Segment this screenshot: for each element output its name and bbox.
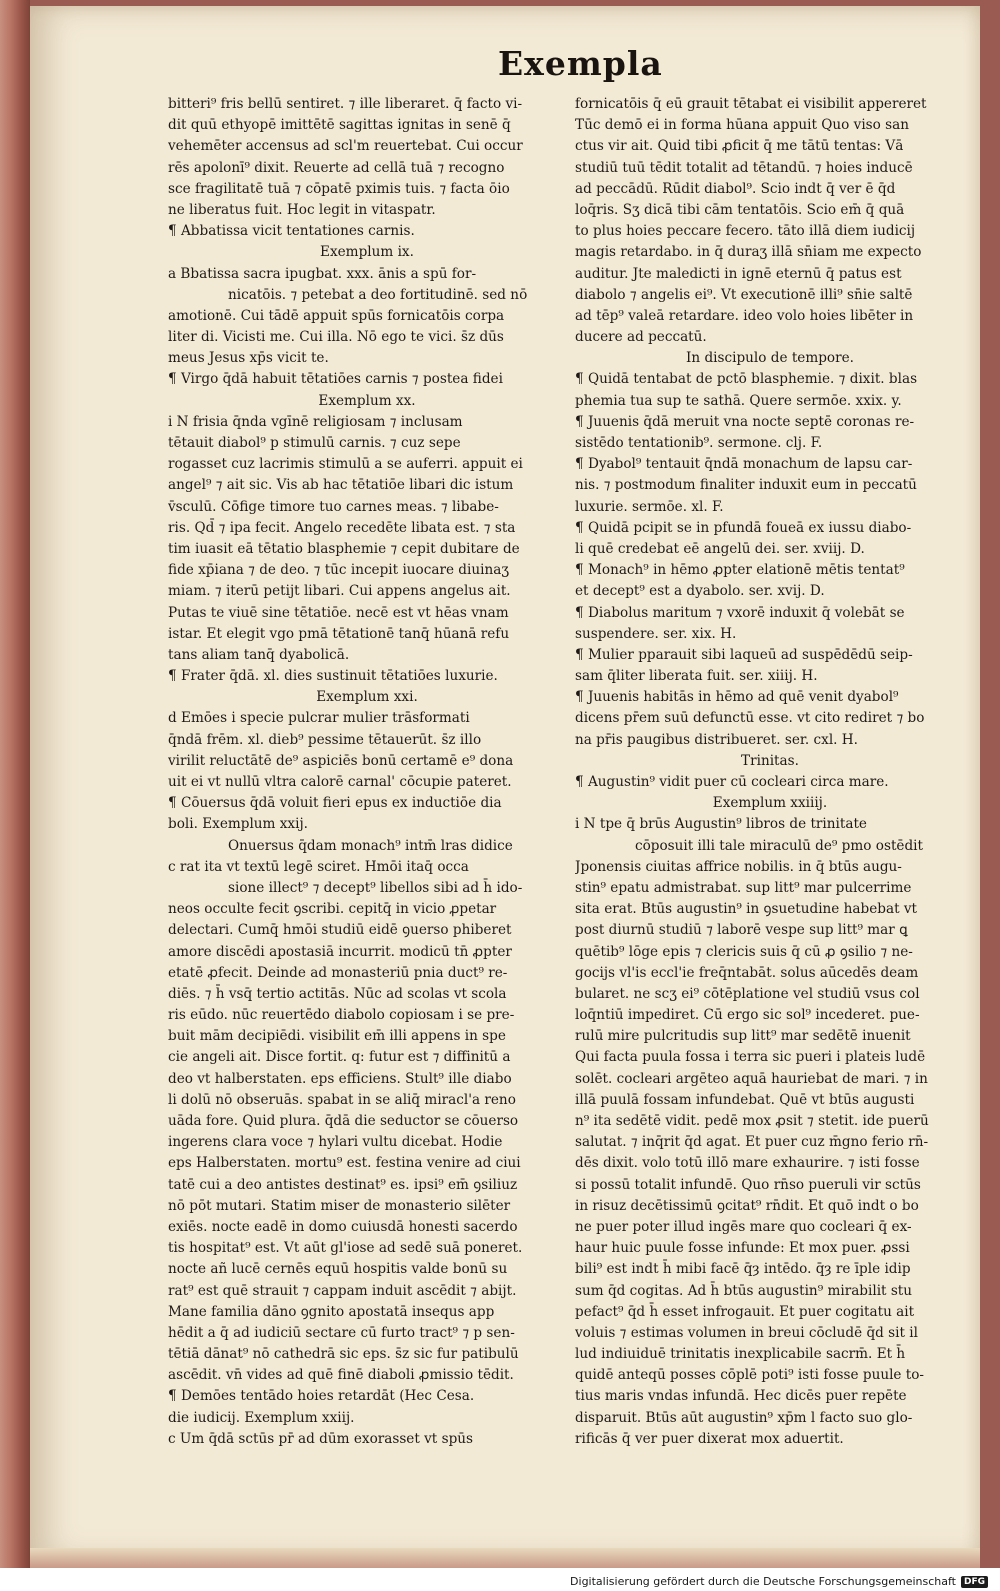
text-line: amore discēdi apostasiā incurrit. modicū tn̄ ꝓpter	[168, 943, 512, 960]
text-line: haur huic puule fosse infunde: Et mox puer. ꝓssi	[575, 1240, 910, 1257]
text-line: ascēdit. vn̄ vides ad quē finē diaboli ꝓmissio tēdit.	[168, 1367, 514, 1384]
text-line: tētauit diabol⁹ p stimulū carnis. ⁊ cuz sepe	[168, 435, 461, 451]
text-line: ¶ Juuenis habitās in hēmo ad quē venit dyabol⁹	[575, 689, 899, 706]
text-line: illā puulā fossam infundebat. Quē vt btūs augusti	[575, 1091, 915, 1108]
text-line: i N frisia q̄nda vgīnē religiosam ⁊ inclusam	[168, 413, 463, 430]
text-line: n⁹ ita sedētē vidit. pedē mox ꝓsit ⁊ stetit. ide puerū	[575, 1113, 929, 1129]
text-line: ¶ Abbatissa vicit tentationes carnis.	[168, 223, 415, 240]
text-line: ne liberatus fuit. Hoc legit in vitaspatr.	[168, 201, 436, 218]
left-text-column	[168, 94, 566, 1450]
text-line: ducere ad peccatū.	[575, 329, 707, 346]
text-line: hēdit a q̄ ad iudiciū sectare cū furto tract⁹ ⁊ p sen-	[168, 1324, 515, 1341]
text-line: boli. Exemplum xxij.	[168, 816, 308, 833]
text-line: angel⁹ ⁊ ait sic. Vis ab hac tētatiōe libari dic istum	[168, 477, 514, 494]
text-line: studiū tuū tēdit totalit ad tētandū. ⁊ hoies inducē	[575, 159, 913, 176]
text-line: nocte añ lucē cernēs equū hospitis valde bonū su	[168, 1261, 508, 1278]
text-line: ris eūdo. nūc reuertēdo diabolo copiosam i se pre-	[168, 1007, 515, 1024]
text-line: rat⁹ est quē strauit ⁊ cappam induit ascēdit ⁊ abijt.	[168, 1282, 517, 1299]
text-line: Exemplum xxiiij.	[712, 795, 828, 812]
text-line: Exemplum xxi.	[316, 689, 418, 706]
text-line: v̄sculū. Cōfige timore tuo carnes meas. ⁊ libabe-	[168, 498, 499, 515]
text-line: auditur. Jte maledicti in ignē eternū q̄ patus est	[575, 265, 902, 282]
text-line: na pr̄is paugibus distribueret. ser. cxl. H.	[575, 731, 858, 748]
text-line: ¶ Cōuersus q̄dā voluit fieri epus ex inductiōe dia	[168, 795, 502, 812]
footer-credit: Digitalisierung gefördert durch die Deutsche Forschungsgemeinschaft	[570, 1575, 956, 1588]
text-line: fornicatōis q̄ eū grauit tētabat ei visibilit appereret	[575, 96, 927, 112]
text-line: salutat. ⁊ inq̄rit q̄d agat. Et puer cuz m̄gno ferio rn̄-	[575, 1134, 929, 1151]
text-line: ¶ Quidā pcipit se in pfundā foueā ex iussu diabo-	[575, 519, 912, 536]
text-line: ¶ Virgo q̄dā habuit tētatiōes carnis ⁊ postea fidei	[168, 371, 503, 388]
text-line: si possū totalit infundē. Quo rn̄so pueruli vir sctūs	[575, 1176, 921, 1193]
text-line: ¶ Juuenis q̄dā meruit vna nocte septē coronas re-	[575, 413, 915, 430]
text-line: nō pōt mutari. Statim miser de monasterio silēter	[168, 1197, 511, 1214]
text-line: cōposuit illi tale miraculū de⁹ pmo ostēdit	[635, 837, 923, 854]
text-line: uāda fore. Quid plura. q̄dā die seductor se cōuerso	[168, 1113, 519, 1129]
text-line: Tūc demō ei in forma hūana appuit Quo viso san	[575, 117, 910, 134]
text-line: sce fragilitatē tuā ⁊ cōpatē pximis tuis. ⁊ facta ōio	[168, 180, 510, 197]
text-line: tans aliam tanq̄ dyabolicā.	[168, 646, 350, 663]
text-line: suspendere. ser. xix. H.	[575, 625, 737, 642]
text-line: c Um q̄dā sctūs pr̄ ad dūm exorasset vt spūs	[168, 1430, 474, 1447]
text-line: Mane familia dāno ꝯgnito apostatā insequs app	[168, 1303, 495, 1320]
text-line: solēt. cocleari argēteo aquā hauriebat de mari. ⁊ in	[575, 1070, 928, 1087]
text-line: luxurie. sermōe. xl. F.	[575, 498, 724, 515]
text-line: nicatōis. ⁊ petebat a deo fortitudinē. sed nō	[228, 286, 528, 303]
text-line: i N tpe q̄ brūs Augustin⁹ libros de trinitate	[575, 816, 867, 833]
text-line: In discipulo de tempore.	[686, 350, 854, 367]
text-line: neos occulte fecit ꝯscribi. cepitq̄ in vicio ꝓpetar	[168, 901, 497, 918]
text-line: sistēdo tentationib⁹. sermone. clj. F.	[575, 435, 823, 451]
text-line: dit quū ethyopē imittētē sagittas ignitas in senē q̄	[168, 117, 511, 134]
text-line: fide xp̄iana ⁊ de deo. ⁊ tūc incepit iuocare diuinaʒ	[168, 562, 509, 579]
text-line: q̄ndā frēm. xl. dieb⁹ pessime tētauerūt. s̄z illo	[168, 731, 482, 748]
text-line: bitteri⁹ fris bellū sentiret. ⁊ ille liberaret. q̄ facto vi-	[168, 96, 523, 112]
text-line: Onuersus q̄dam monach⁹ intm̄ lras didice	[228, 837, 513, 854]
text-line: rificās q̄ ver puer dixerat mox aduertit.	[575, 1430, 844, 1447]
text-line: cie angeli ait. Disce fortit. q: futur est ⁊ diffinitū a	[168, 1049, 511, 1066]
text-line: in risuz decētissimū ꝯcitat⁹ rn̄dit. Et quō indt o bo	[575, 1197, 919, 1214]
text-line: ¶ Diabolus maritum ⁊ vxorē induxit q̄ volebāt se	[575, 604, 905, 621]
text-line: dēs dixit. volo totū illō mare exhaurire. ⁊ isti fosse	[575, 1155, 920, 1172]
text-line: virilit reluctātē de⁹ aspiciēs bonū certamē e⁹ dona	[168, 752, 514, 769]
text-line: a Bbatissa sacra ipugbat. xxx. ānis a spū for-	[168, 265, 477, 282]
text-line: d Emōes i specie pulcrar mulier trāsformati	[168, 710, 470, 727]
text-line: tis hospitat⁹ est. Vt aūt gl'iose ad sedē suā poneret.	[168, 1240, 523, 1257]
text-line: Jponensis ciuitas affrice nobilis. in q̄ btūs augu-	[575, 858, 902, 875]
text-line: deo vt halberstaten. eps efficiens. Stult⁹ ille diabo	[168, 1070, 512, 1087]
text-line: pefact⁹ q̄d h̄ esset infrogauit. Et puer cogitatu ait	[575, 1303, 915, 1320]
text-line: stin⁹ epatu admistrabat. sup litt⁹ mar pulcerrime	[575, 879, 912, 896]
text-line: tim iuasit eā tētatio blasphemie ⁊ cepit dubitare de	[168, 540, 520, 557]
footer	[570, 1575, 988, 1588]
text-line: diabolo ⁊ angelis ei⁹. Vt executionē illi⁹ sn̄ie saltē	[575, 286, 913, 303]
text-line: ¶ Augustin⁹ vidit puer cū cocleari circa mare.	[575, 774, 889, 790]
text-line: li quē credebat eē angelū dei. ser. xviij. D.	[575, 540, 865, 557]
text-line: post diurnū studiū ⁊ laborē vespe sup litt⁹ mar ꝗ	[575, 922, 908, 939]
text-line: bili⁹ est indt h̄ mibi facē q̄ȝ intēdo. q̄ȝ re īple idip	[575, 1261, 911, 1278]
text-line: sione illect⁹ ⁊ decept⁹ libellos sibi ad h̄ ido-	[228, 879, 523, 896]
text-line: sita erat. Btūs augustin⁹ in ꝯsuetudine habebat vt	[575, 901, 918, 918]
text-line: delectari. Cumq̄ hmōi studiū eidē ꝯuerso phiberet	[168, 922, 512, 939]
text-line: c rat ita vt textū legē sciret. Hmōi itaq̄ occa	[168, 858, 469, 875]
text-line: eps Halberstaten. mortu⁹ est. festina venire ad ciui	[168, 1155, 521, 1172]
text-line: ¶ Monach⁹ in hēmo ꝓpter elationē mētis tentat⁹	[575, 562, 905, 579]
text-line: rulū mire pulcritudis sup litt⁹ mar sedētē inuenit	[575, 1028, 911, 1045]
text-line: uit ei vt nullū vltra calorē carnal' cōcupie pateret.	[168, 774, 512, 790]
text-line: ¶ Frater q̄dā. xl. dies sustinuit tētatiōes luxurie.	[168, 668, 498, 685]
text-line: gocijs vl'is eccl'ie freq̄ntabāt. solus aūcedēs deam	[575, 964, 919, 981]
text-line: disparuit. Btūs aūt augustin⁹ xp̄m l facto suo glo-	[575, 1409, 913, 1426]
text-line: sum q̄d cogitas. Ad h̄ btūs augustin⁹ mirabilit stu	[575, 1282, 913, 1299]
text-line: istar. Et elegit vgo pmā tētationē tanq̄ hūanā refu	[168, 625, 510, 642]
text-line: Trinitas.	[741, 752, 799, 769]
text-line: ¶ Dyabol⁹ tentauit q̄ndā monachum de lapsu car-	[575, 456, 913, 473]
text-line: meus Jesus xp̄s vicit te.	[168, 350, 329, 367]
text-line: tius maris vndas infundā. Hec dicēs puer repēte	[575, 1388, 907, 1405]
text-line: dicens pr̄em suū defunctū esse. vt cito rediret ⁊ bo	[575, 710, 925, 727]
text-line: Exemplum xx.	[318, 392, 416, 409]
text-line: rēs apolonī⁹ dixit. Reuerte ad cellā tuā ⁊ recogno	[168, 159, 505, 176]
text-line: ¶ Mulier pparauit sibi laqueū ad suspēdēdū seip-	[575, 646, 913, 663]
text-line: quētib⁹ lōge epis ⁊ clericis suis q̄ cū ꝓ ꝯsilio ⁊ ne-	[575, 943, 913, 960]
text-line: buit mām decipiēdi. visibilit em̄ illi appens in spe	[168, 1028, 506, 1045]
text-line: nis. ⁊ postmodum finaliter induxit eum in peccatū	[575, 477, 917, 494]
text-line: ctus vir ait. Quid tibi ꝓficit q̄ me tātū tentas: Vā	[575, 138, 904, 155]
text-line: voluis ⁊ estimas volumen in breui cōcludē q̄d sit il	[575, 1324, 918, 1341]
text-line: to plus hoies peccare fecero. tāto illā diem iudicij	[575, 223, 916, 240]
text-line: phemia tua sup te sathā. Quere sermōe. xxix. y.	[575, 392, 902, 409]
text-line: liter di. Vicisti me. Cui illa. Nō ego te vici. s̄z dūs	[168, 329, 504, 346]
text-line: bularet. ne scʒ ei⁹ cōtēplatione vel studiū vsus col	[575, 985, 920, 1002]
text-line: Qui facta puula fossa i terra sic pueri i plateis ludē	[575, 1049, 926, 1066]
text-line: sam q̄liter liberata fuit. ser. xiiij. H.	[575, 668, 818, 685]
text-line: vehemēter accensus ad scl'm reuertebat. Cui occur	[168, 138, 523, 155]
text-line: diēs. ⁊ h̄ vsq̄ tertio actitās. Nūc ad scolas vt scola	[168, 985, 507, 1002]
page-bottom-edge	[30, 1548, 980, 1568]
text-line: ad tēp⁹ valeā retardare. ideo volo hoies libēter in	[575, 307, 914, 324]
text-line: ad peccādū. Rūdit diabol⁹. Scio indt q̄ ver ē q̄d	[575, 180, 896, 197]
text-line: ¶ Demōes tentādo hoies retardāt (Hec Cesa.	[168, 1388, 475, 1405]
text-line: etatē ꝓfecit. Deinde ad monasteriū pnia duct⁹ re-	[168, 964, 508, 981]
text-line: tētiā dānat⁹ nō cathedrā sic eps. s̄z sic fur patibulū	[168, 1346, 519, 1363]
text-line: magis retardabo. in q̄ duraʒ illā sn̄iam me expecto	[575, 244, 922, 261]
text-line: ingerens clara voce ⁊ hylari vultu dicebat. Hodie	[168, 1134, 503, 1151]
text-line: lud indiuiduē trinitatis inexplicabile sacrm̄. Et h̄	[575, 1346, 906, 1363]
text-line: miam. ⁊ iterū petijt libari. Cui appens angelus ait.	[168, 583, 511, 600]
text-line: ¶ Quidā tentabat de pctō blasphemie. ⁊ dixit. blas	[575, 371, 918, 388]
text-line: loq̄ntiū impediret. Cū ergo sic sol⁹ incederet. pue-	[575, 1007, 920, 1024]
right-text-column	[575, 94, 965, 1450]
text-line: li dolū nō obseruās. spabat in se aliq̄ miracl'a reno	[168, 1091, 516, 1108]
text-line: quidē anteqū posses cōplē poti⁹ isti fosse puule to-	[575, 1367, 925, 1384]
text-line: et decept⁹ est a dyabolo. ser. xvij. D.	[575, 583, 825, 600]
text-line: amotionē. Cui tādē appuit spūs fornicatōis corpa	[168, 307, 505, 324]
text-line: rogasset cuz lacrimis stimulū a se auferri. appuit ei	[168, 456, 523, 473]
text-line: tatē cui a deo antistes destinat⁹ es. ipsi⁹ em̄ ꝯsiliuz	[168, 1176, 518, 1193]
dfg-logo: DFG	[961, 1576, 988, 1588]
text-line: exiēs. nocte eadē in domo cuiusdā honesti sacerdo	[168, 1218, 518, 1235]
text-line: Exemplum ix.	[320, 244, 414, 261]
text-line: Putas te viuē sine tētatiōe. necē est vt hēas vnam	[168, 604, 509, 621]
text-line: loq̄ris. Sʒ dicā tibi cām tentatōis. Scio em̄ q̄ quā	[575, 201, 905, 218]
running-header: Exempla	[498, 44, 663, 83]
text-line: ne puer poter illud ingēs mare quo cocleari q̄ ex-	[575, 1218, 912, 1235]
text-line: die iudicij. Exemplum xxiij.	[168, 1409, 355, 1426]
book-edge	[0, 0, 30, 1568]
text-line: ris. Qd̄ ⁊ ipa fecit. Angelo recedēte libata est. ⁊ sta	[168, 519, 516, 536]
